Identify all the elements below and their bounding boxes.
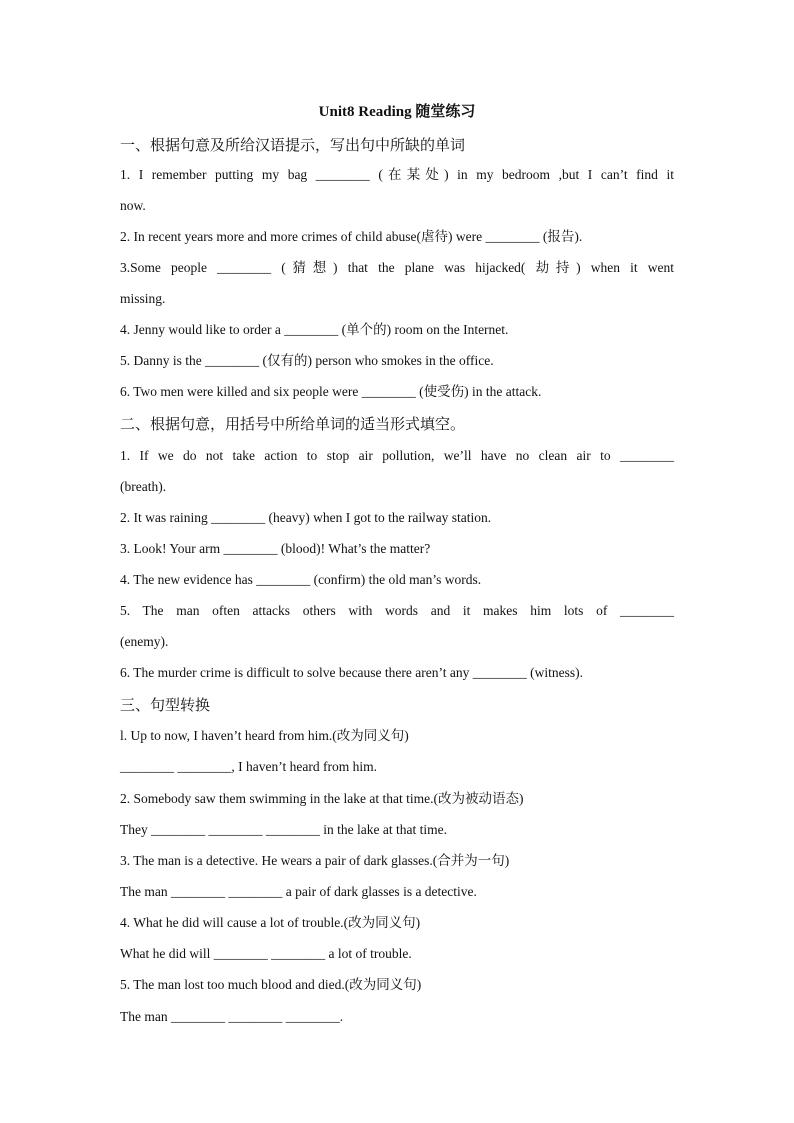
- section2-question-5-cont: (enemy).: [120, 634, 169, 649]
- section2-question-4: 4. The new evidence has ________ (confirm) the old man’s words.: [120, 572, 482, 587]
- section1-question-3-cont: missing.: [120, 291, 166, 306]
- section2-question-1-cont: (breath).: [120, 479, 167, 494]
- section3-question-2: 2. Somebody saw them swimming in the lake at that time.(改为被动语态): [120, 791, 524, 806]
- section2-question-2: 2. It was raining ________ (heavy) when I got to the railway station.: [120, 510, 492, 525]
- section3-answer-1: ________ ________, I haven’t heard from him.: [120, 759, 377, 774]
- section2-question-1: 1. If we do not take action to stop air pollution, we’ll have no clean air to ________: [120, 448, 674, 463]
- section1-heading: 一、根据句意及所给汉语提示，写出句中所缺的单词: [120, 136, 466, 154]
- page-title: Unit8 Reading 随堂练习: [318, 104, 476, 120]
- section3-question-5: 5. The man lost too much blood and died.(改为同义句): [120, 977, 422, 992]
- section1-question-4: 4. Jenny would like to order a ________ (单个的) room on the Internet.: [120, 322, 509, 337]
- section2-question-3: 3. Look! Your arm ________ (blood)! What’s the matter?: [120, 541, 431, 556]
- section3-question-3: 3. The man is a detective. He wears a pair of dark glasses.(合并为一句): [120, 853, 510, 868]
- section3-answer-4: What he did will ________ ________ a lot of trouble.: [120, 946, 412, 961]
- section3-answer-3: The man ________ ________ a pair of dark glasses is a detective.: [120, 884, 477, 899]
- section1-question-1-cont: now.: [120, 198, 146, 213]
- section1-question-2: 2. In recent years more and more crimes of child abuse(虐待) were ________ (报告).: [120, 229, 583, 244]
- section2-question-6: 6. The murder crime is difficult to solve because there aren’t any ________ (witness).: [120, 665, 583, 680]
- section3-answer-2: They ________ ________ ________ in the lake at that time.: [120, 822, 447, 837]
- section2-question-5: 5. The man often attacks others with words and it makes him lots of ________: [120, 603, 674, 618]
- section1-question-1: 1. I remember putting my bag ________ (在某处) in my bedroom ,but I can’t find it: [120, 167, 674, 182]
- section3-question-1: l. Up to now, I haven’t heard from him.(改为同义句): [120, 728, 409, 743]
- section3-question-4: 4. What he did will cause a lot of trouble.(改为同义句): [120, 915, 421, 930]
- section1-question-6: 6. Two men were killed and six people were ________ (使受伤) in the attack.: [120, 384, 542, 399]
- section3-answer-5: The man ________ ________ ________.: [120, 1009, 344, 1024]
- section1-question-3: 3.Some people ________ (猜想) that the plane was hijacked( 劫持) when it went: [120, 260, 674, 275]
- section2-heading: 二、根据句意，用括号中所给单词的适当形式填空。: [120, 415, 466, 433]
- section1-question-5: 5. Danny is the ________ (仅有的) person who smokes in the office.: [120, 353, 494, 368]
- section3-heading: 三、句型转换: [120, 696, 211, 714]
